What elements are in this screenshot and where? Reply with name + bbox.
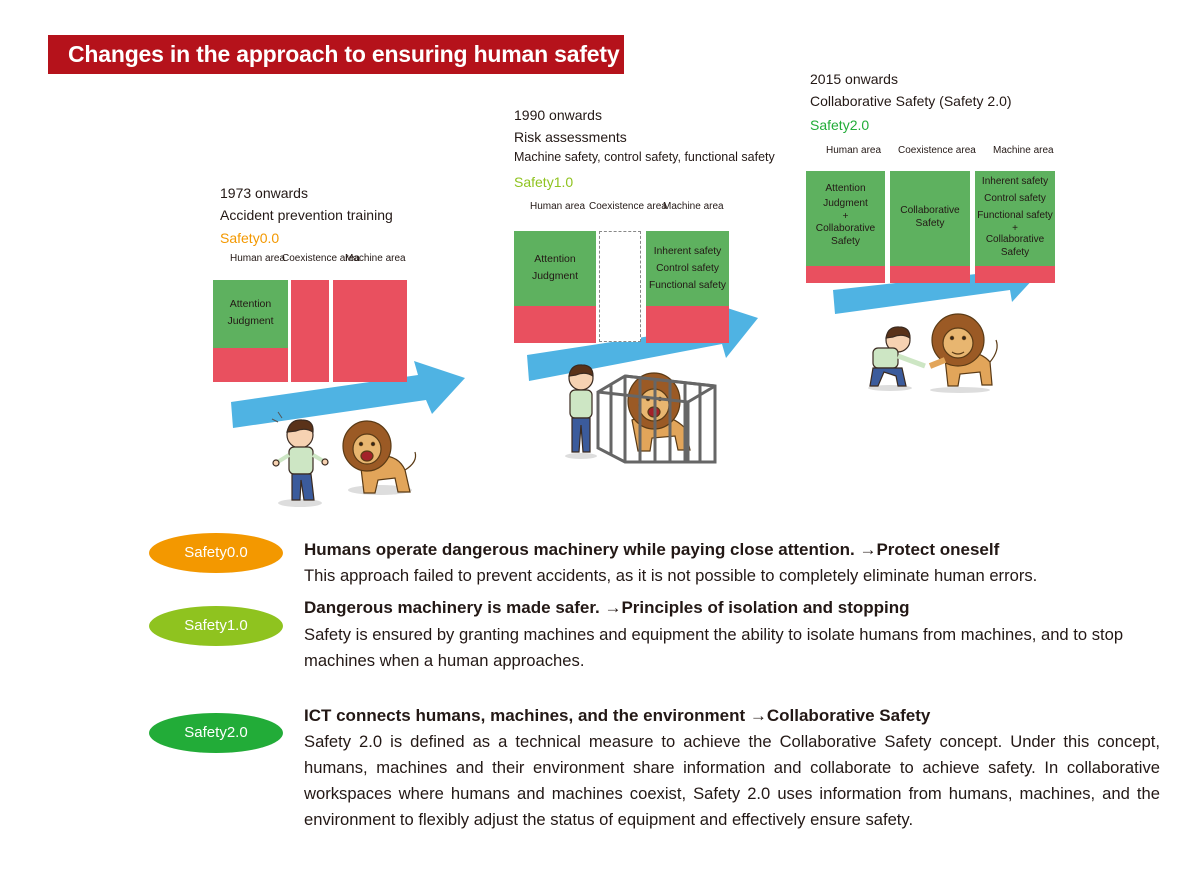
page-title: Changes in the approach to ensuring human safety (48, 35, 624, 74)
era2-col-machine: Machine area (993, 145, 1054, 156)
safety0-body: This approach failed to prevent accidents, as it is not possible to completely eliminate human errors. (304, 566, 1038, 585)
era2-machine-line: Collaborative (985, 234, 1045, 245)
era2-coexistence-line: Collaborative (900, 205, 960, 216)
era1-machine-line: Inherent safety (653, 246, 722, 257)
era2-machine-line: Inherent safety (981, 176, 1049, 187)
era0-col-coexistence: Coexistence area (282, 253, 360, 264)
era0-col-human: Human area (230, 253, 286, 264)
era2-col-coexistence: Coexistence area (898, 145, 976, 156)
era0-period: 1973 onwards (220, 185, 308, 201)
era1-col-human: Human area (530, 201, 586, 212)
era2-col-human: Human area (826, 145, 882, 156)
era0-col-machine: Machine area (345, 253, 406, 264)
era2-machine-line: Control safety (984, 193, 1046, 204)
era2-coexistence-line: Safety (915, 218, 945, 229)
era1-human-line: Attention (534, 253, 576, 265)
era1-col-machine: Machine area (663, 201, 724, 212)
safety2-badge: Safety2.0 (149, 713, 283, 753)
era2-level: Safety2.0 (810, 117, 870, 133)
safety0-badge: Safety0.0 (149, 533, 283, 573)
safety1-badge: Safety1.0 (149, 606, 283, 646)
era1-approach: Risk assessments (514, 129, 627, 145)
era1-period: 1990 onwards (514, 107, 602, 123)
era2-machine-line: Safety (1000, 247, 1030, 258)
era1-level: Safety1.0 (514, 174, 574, 190)
era2-human-line: Attention (825, 183, 866, 194)
era2-machine-line: + (1012, 223, 1018, 234)
era0-human-line: Judgment (227, 315, 274, 327)
era0-level: Safety0.0 (220, 230, 280, 246)
safety1-heading: Dangerous machinery is made safer. →Principles of isolation and stopping (304, 598, 910, 617)
safety2-body: Safety 2.0 is defined as a technical measure to achieve the Collaborative Safety concept. Under this concept, humans, machines and their environment share information and collaborate to achieve safety. In collaborative workspaces where humans and machines coexist, Safety 2.0 uses information from humans, machines, and the environment to flexibly adjust the status of equipment and effectively ensure safety. (304, 732, 1160, 829)
era1-machine-line: Functional safety (648, 280, 726, 291)
safety2-heading: ICT connects humans, machines, and the environment →Collaborative Safety (304, 706, 931, 725)
era1-human-line: Judgment (531, 270, 579, 282)
era2-approach: Collaborative Safety (Safety 2.0) (810, 93, 1012, 109)
safety0-heading: Humans operate dangerous machinery while paying close attention. →Protect oneself (304, 540, 1000, 559)
era2-period: 2015 onwards (810, 71, 898, 87)
era2-machine-line: Functional safety (977, 210, 1053, 221)
era2-human-line: Safety (831, 236, 860, 247)
era1-detail: Machine safety, control safety, functional safety (514, 150, 775, 164)
era2-human-line: + (842, 211, 849, 222)
era0-approach: Accident prevention training (220, 207, 393, 223)
era0-human-line: Attention (229, 298, 272, 310)
safety1-body: Safety is ensured by granting machines and equipment the ability to isolate humans from machines, and to stop machines when a human approaches. (304, 625, 1124, 670)
era2-human-line: Collaborative (815, 223, 876, 234)
era1-machine-line: Control safety (656, 263, 719, 274)
era1-col-coexistence: Coexistence area (589, 201, 667, 212)
era2-human-line: Judgment (823, 198, 868, 209)
